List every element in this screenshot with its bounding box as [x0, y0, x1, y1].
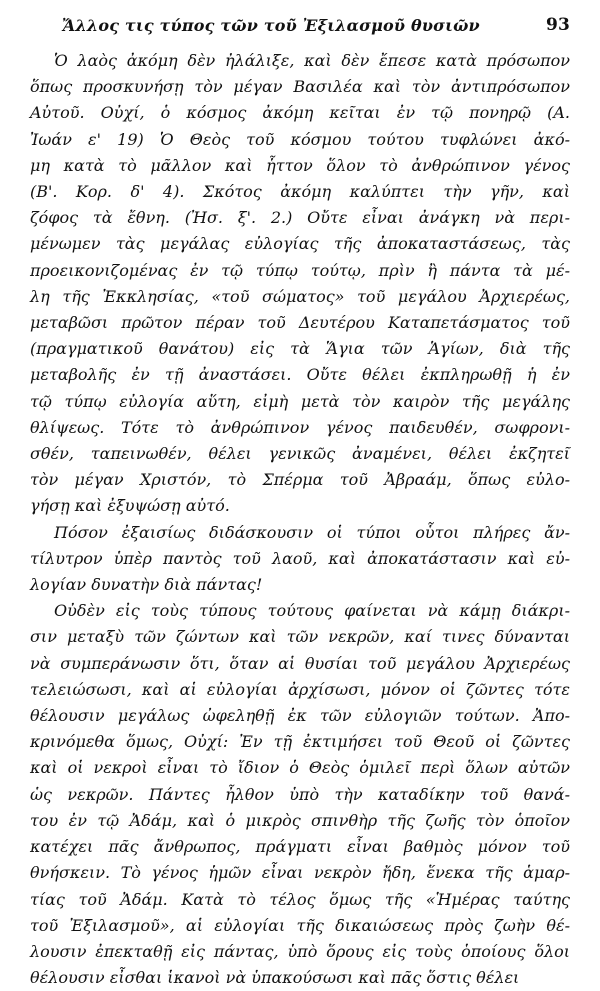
text-line: προεικονιζομένας ἐν τῷ τύπῳ τούτῳ, πρὶν ἢ πάντα τὰ μέ- — [30, 260, 570, 280]
text-line: (πραγματικοῦ θανάτου) εἰς τὰ Ἅγια τῶν Ἁγίων, διὰ τῆς — [30, 339, 570, 359]
text-line: ὡς νεκρῶν. Πάντες ἦλθον ὑπὸ τὴν καταδίκην τοῦ θανά- — [30, 784, 570, 804]
text-line: σθέν, ταπεινωθέν, θέλει γενικῶς ἀναμένει, θέλει ἐκζητεῖ — [30, 444, 570, 464]
text-line: Ὁ λαὸς ἀκόμη δὲν ἠλάλιξε, καὶ δὲν ἔπεσε κατὰ πρόσωπον — [54, 51, 570, 70]
paragraph — [30, 520, 570, 599]
text-line: τοῦ Ἐξιλασμοῦ», αἱ εὐλογίαι τῆς δικαιώσεως πρὸς ζωὴν θέ- — [30, 915, 570, 935]
page-number: 93 — [545, 15, 570, 35]
text-line: θέλουσιν μεγάλως ὠφεληθῇ ἐκ τῶν εὐλογιῶν τούτων. Ἀπο- — [30, 706, 570, 726]
text-line: θνήσκειν. Τὸ γένος ἡμῶν εἶναι νεκρὸν ἤδη, ἕνεκα τῆς ἁμαρ- — [30, 863, 570, 883]
text-line: μεταβῶσι πρῶτον πέραν τοῦ Δευτέρου Καταπετάσματος τοῦ — [30, 313, 570, 333]
text-line: τὸν μέγαν Χριστόν, τὸ Σπέρμα τοῦ Ἀβραάμ, ὅπως εὐλο- — [30, 470, 570, 490]
text-line: ὅπως προσκυνήσῃ τὸν μέγαν Βασιλέα καὶ τὸν ἀντιπρόσωπον — [30, 77, 570, 97]
text-line: Ἰωάν ε' 19) Ὁ Θεὸς τοῦ κόσμου τούτου τυφλώνει ἀκό- — [30, 129, 570, 149]
text-line: σιν μεταξὺ τῶν ζώντων καὶ τῶν νεκρῶν, καί τινες δύνανται — [30, 627, 570, 647]
text-line: λουσιν ἐπεκταθῇ εἰς πάντας, ὑπὸ ὅρους εἰς τοὺς ὁποίους ὅλοι — [30, 941, 570, 961]
text-line: καὶ οἱ νεκροὶ εἶναι τὸ ἴδιον ὁ Θεὸς ὁμιλεῖ περὶ ὅλων αὐτῶν — [30, 758, 570, 778]
text-line: μένωμεν τὰς μεγάλας εὐλογίας τῆς ἀποκαταστάσεως, τὰς — [30, 234, 570, 254]
text-line: ζόφος τὰ ἔθνη. (Ἠσ. ξ'. 2.) Οὔτε εἶναι ἀνάγκη νὰ περι- — [30, 208, 570, 228]
text-line: Πόσον ἐξαισίως διδάσκουσιν οἱ τύποι οὗτοι πλήρες ἄν- — [54, 522, 570, 542]
text-line: θλίψεως. Τότε τὸ ἀνθρώπινον γένος παιδευθέν, σωφρονι- — [30, 417, 570, 437]
text-line: τίλυτρον ὑπὲρ παντὸς τοῦ λαοῦ, καὶ ἀποκατάστασιν καὶ εὐ- — [30, 548, 570, 568]
text-line: Οὐδὲν εἰς τοὺς τύπους τούτους φαίνεται νὰ κάμῃ διάκρι- — [54, 601, 570, 621]
body-text — [30, 48, 570, 991]
text-line: (Β'. Κορ. δ' 4). Σκότος ἀκόμη καλύπτει τὴν γῆν, καὶ — [30, 182, 570, 202]
text-line: τῷ τύπῳ εὐλογία αὕτη, εἰμὴ μετὰ τὸν καιρὸν τῆς μεγάλης — [30, 391, 570, 411]
page-header — [62, 10, 570, 40]
text-line: κρινόμεθα ὅμως, Οὐχί: Ἐν τῇ ἐκτιμήσει τοῦ Θεοῦ οἱ ζῶντες — [30, 732, 570, 752]
text-line: τίας τοῦ Ἀδάμ. Κατὰ τὸ τέλος ὅμως τῆς «Ἡμέρας ταύτης — [30, 889, 570, 909]
running-title: Ἄλλος τις τύπος τῶν τοῦ Ἐξιλασμοῦ θυσιῶν — [62, 15, 480, 35]
text-line: μεταβολῆς ἐν τῇ ἀναστάσει. Οὔτε θέλει ἐκπληρωθῇ ἡ ἐν — [30, 365, 570, 385]
text-line: μη κατὰ τὸ μᾶλλον καὶ ἧττον ὅλον τὸ ἀνθρώπινον γένος — [30, 155, 570, 175]
text-line: του ἐν τῷ Ἀδάμ, καὶ ὁ μικρὸς σπινθὴρ τῆς ζωῆς τὸν ὁποῖον — [30, 810, 570, 830]
text-line: γήσῃ καὶ ἐξυψώσῃ αὐτό. — [30, 496, 230, 516]
text-line: νὰ συμπεράνωσιν ὅτι, ὅταν αἱ θυσίαι τοῦ μεγάλου Ἀρχιερέως — [30, 653, 570, 673]
text-line: Αὐτοῦ. Οὐχί, ὁ κόσμος ἀκόμη κεῖται ἐν τῷ πονηρῷ (Α. — [30, 103, 570, 123]
text-line: κατέχει πᾶς ἄνθρωπος, πράγματι εἶναι βαθμὸς μόνον τοῦ — [30, 837, 570, 857]
paragraph — [30, 598, 570, 991]
paragraph — [30, 48, 570, 520]
text-line: λη τῆς Ἐκκλησίας, «τοῦ σώματος» τοῦ μεγάλου Ἀρχιερέως, — [30, 286, 570, 306]
text-line: θέλουσιν εἶσθαι ἱκανοὶ νὰ ὑπακούσωσι καὶ πᾶς ὅστις θέλει — [30, 968, 520, 988]
text-line: λογίαν δυνατὴν διὰ πάντας! — [30, 575, 263, 595]
text-line: τελειώσωσι, καὶ αἱ εὐλογίαι ἀρχίσωσι, μόνον οἱ ζῶντες τότε — [30, 679, 570, 699]
